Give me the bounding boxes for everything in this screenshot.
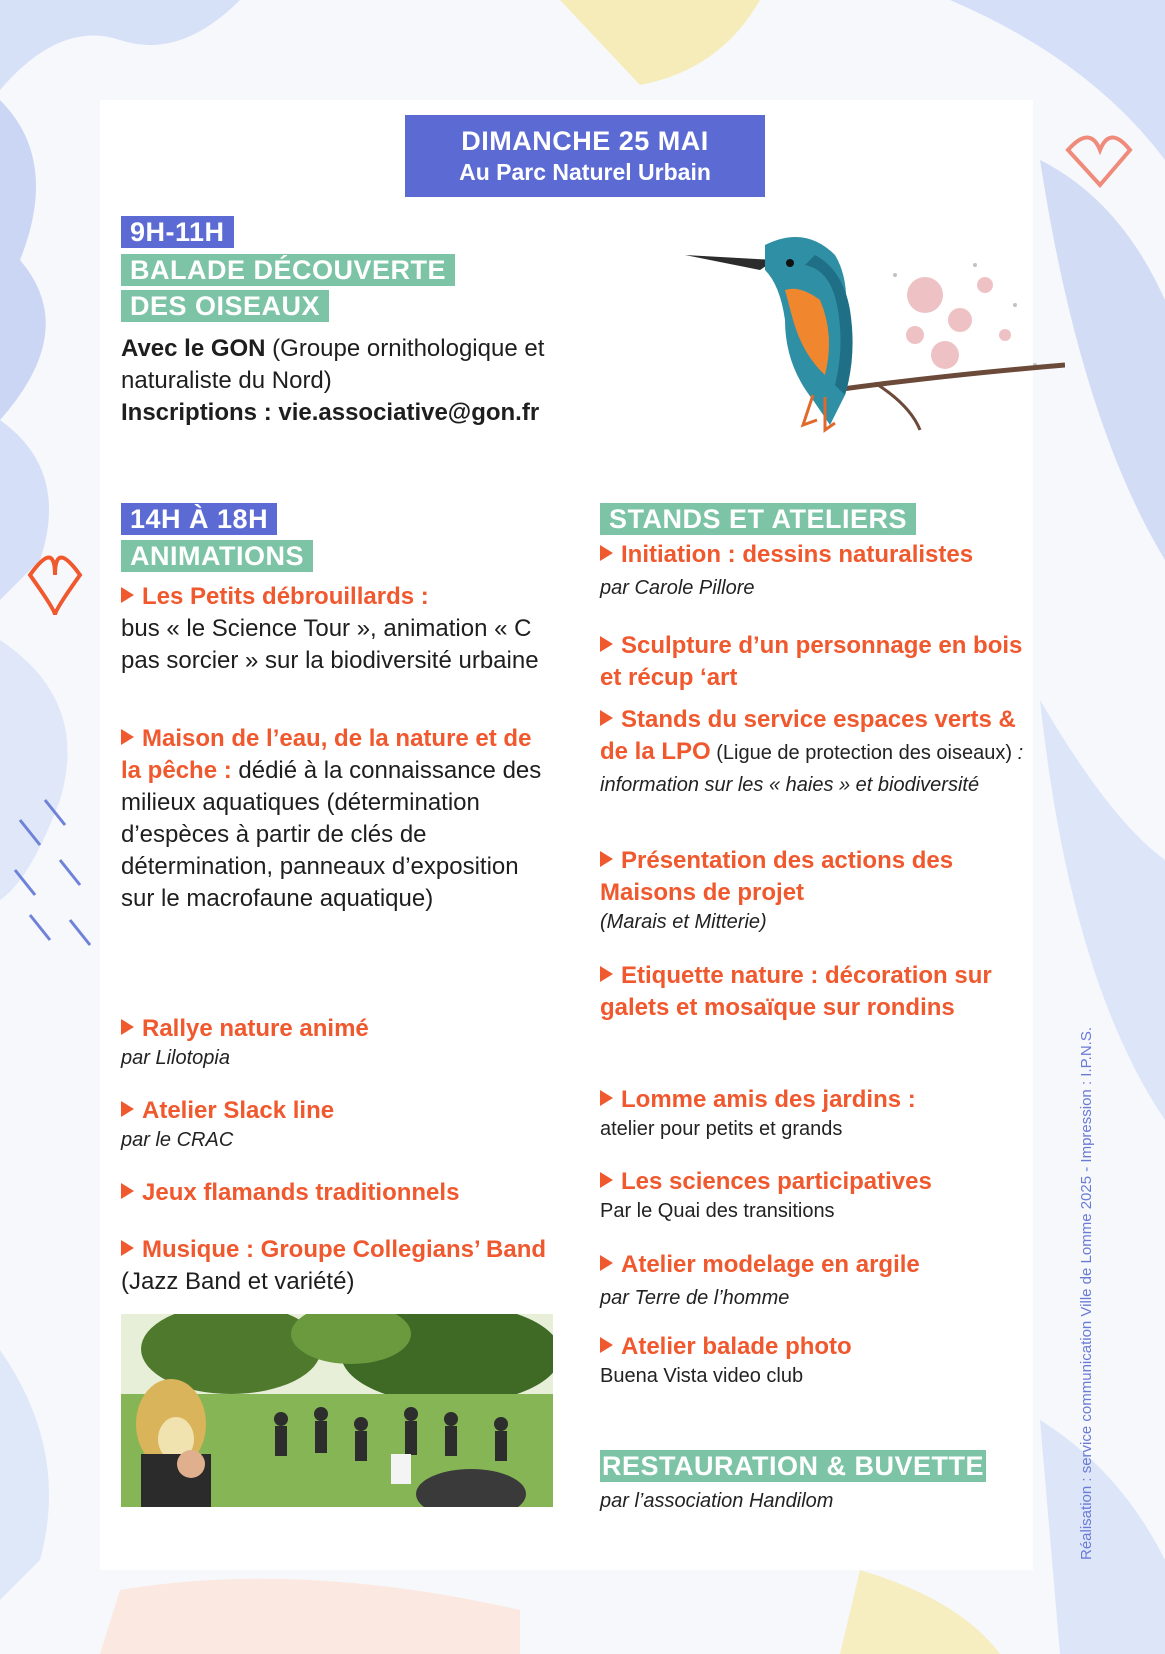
list-item: Atelier Slack line par le CRAC	[121, 1097, 335, 1151]
triangle-bullet-icon	[600, 966, 613, 982]
triangle-bullet-icon	[600, 1255, 613, 1271]
stands-title: STANDS ET ATELIERS	[600, 503, 916, 535]
list-item: Lomme amis des jardins : atelier pour petits et grands	[600, 1086, 916, 1140]
event-date: DIMANCHE 25 MAI	[461, 126, 709, 156]
afternoon-title: ANIMATIONS	[121, 540, 313, 572]
restauration-title: RESTAURATION & BUVETTE	[602, 1451, 984, 1481]
triangle-bullet-icon	[121, 1240, 134, 1256]
event-place: Au Parc Naturel Urbain	[459, 159, 711, 185]
triangle-bullet-icon	[121, 1183, 134, 1199]
list-item: Rallye nature animé par Lilotopia	[121, 1015, 369, 1069]
afternoon-time-tag: 14H À 18H	[121, 503, 277, 535]
list-item: Musique : Groupe Collegians’ Band (Jazz Band et variété)	[121, 1236, 547, 1295]
triangle-bullet-icon	[600, 545, 613, 561]
morning-time-tag: 9H-11H	[121, 216, 234, 248]
triangle-bullet-icon	[121, 1101, 134, 1117]
restauration-subtitle: par l’association Handilom	[600, 1490, 834, 1512]
triangle-bullet-icon	[600, 1090, 613, 1106]
list-item: Atelier modelage en argile par Terre de l’homme	[600, 1251, 920, 1309]
inscription-email: Inscriptions : vie.associative@gon.fr	[121, 399, 540, 426]
triangle-bullet-icon	[121, 587, 134, 603]
list-item: Jeux flamands traditionnels	[121, 1177, 551, 1209]
list-item: Initiation : dessins naturalistes par Carole Pillore	[600, 541, 974, 599]
gon-description: (Groupe ornithologique et naturaliste du Nord)	[121, 335, 545, 394]
date-header	[405, 115, 765, 197]
triangle-bullet-icon	[600, 851, 613, 867]
kingfisher-illustration	[685, 225, 1065, 495]
list-item: Atelier balade photo Buena Vista video club	[600, 1333, 852, 1387]
list-item: Les Petits débrouillards : bus « le Science Tour », animation « C pas sorcier » sur la biodiversité urbaine	[121, 583, 539, 674]
triangle-bullet-icon	[121, 729, 134, 745]
list-item: Sculpture d’un personnage en bois et récup ‘art	[600, 632, 1023, 691]
triangle-bullet-icon	[600, 710, 613, 726]
band-photo	[121, 1314, 553, 1507]
list-item: Etiquette nature : décoration sur galets et mosaïque sur rondins	[600, 962, 992, 1021]
list-item: Stands du service espaces verts & de la LPO (Ligue de protection des oiseaux) : information sur les « haies » et biodiversité	[600, 706, 1024, 796]
gon-label: Avec le GON	[121, 335, 266, 362]
triangle-bullet-icon	[600, 636, 613, 652]
morning-title-line2: DES OISEAUX	[121, 290, 329, 322]
print-credit: Réalisation : service communication Ville de Lomme 2025 - Impression : I.P.N.S.	[1078, 1026, 1095, 1560]
triangle-bullet-icon	[121, 1019, 134, 1035]
morning-title-line1: BALADE DÉCOUVERTE	[121, 254, 455, 286]
list-item: Les sciences participatives Par le Quai des transitions	[600, 1168, 932, 1222]
list-item: Maison de l’eau, de la nature et de la pêche : dédié à la connaissance des milieux aquatiques (détermination d’espèces à partir de clés de détermination, panneaux d’exposition sur le macrofaune aquatique)	[121, 725, 542, 912]
triangle-bullet-icon	[600, 1172, 613, 1188]
morning-details	[121, 333, 661, 429]
triangle-bullet-icon	[600, 1337, 613, 1353]
morning-title	[121, 254, 455, 322]
list-item: Présentation des actions des Maisons de projet (Marais et Mitterie)	[600, 847, 954, 933]
